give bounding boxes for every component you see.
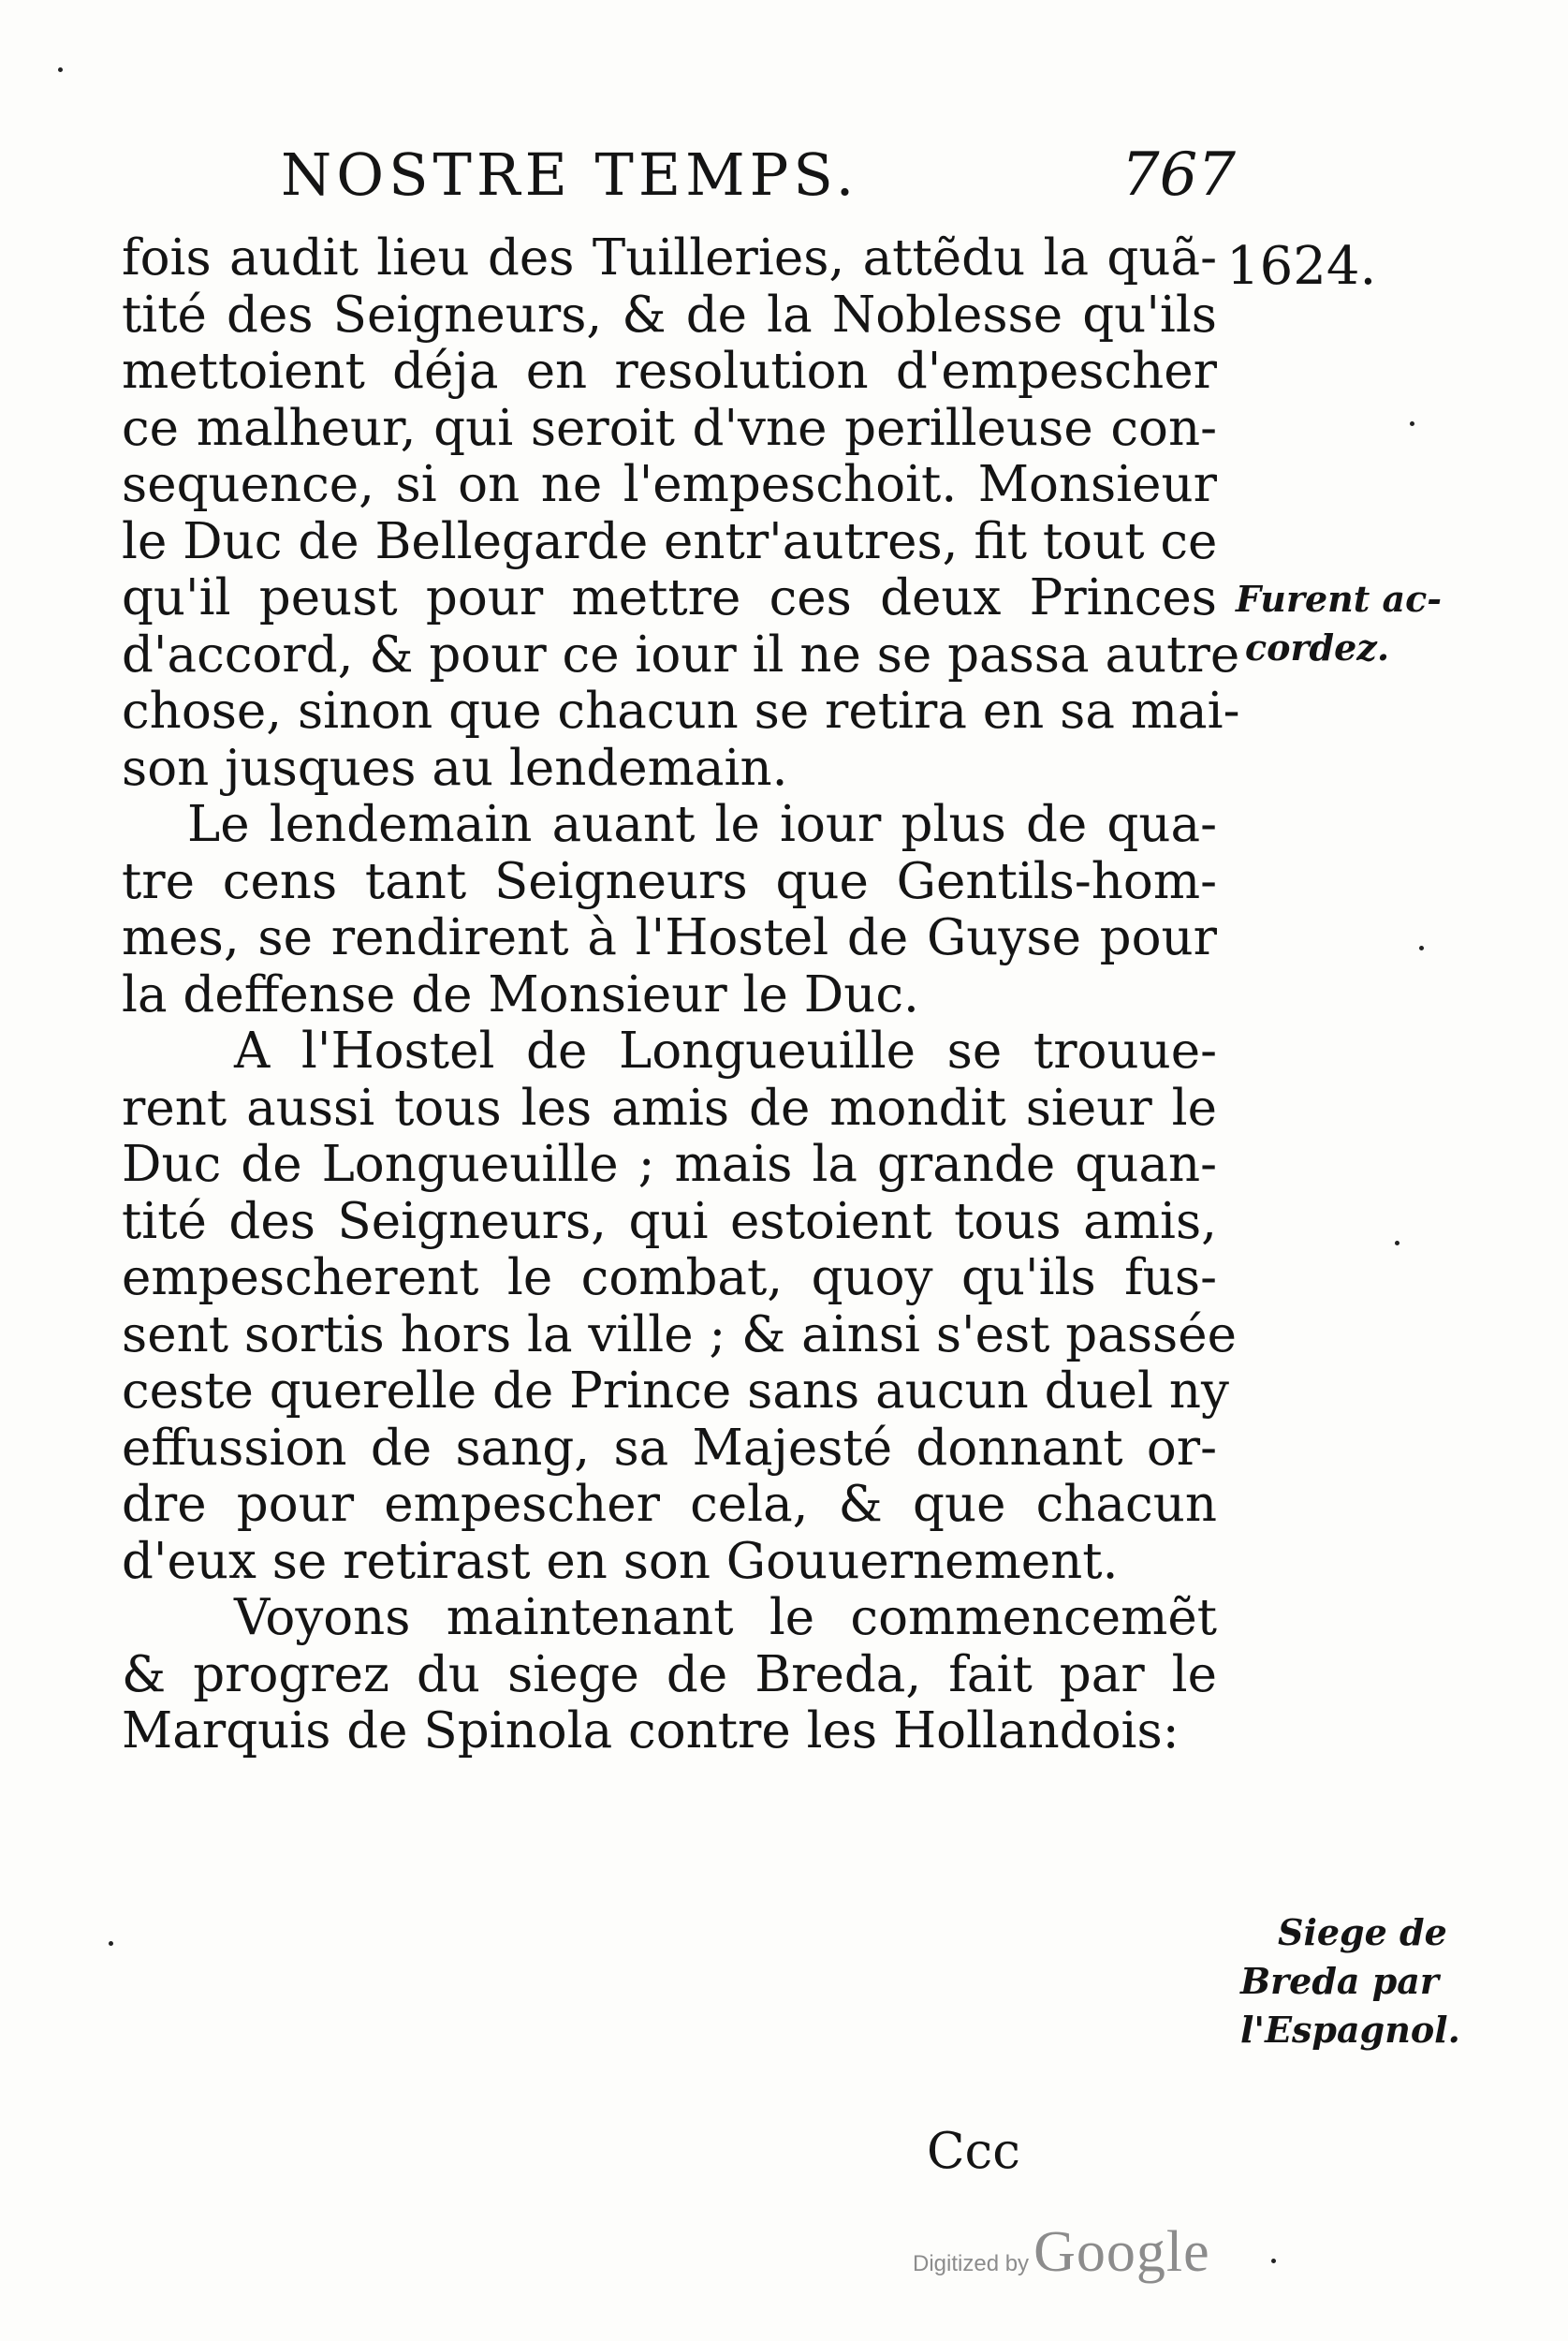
- paragraph-start-line: A l'Hostel de Longueuille se trouue-: [234, 1023, 1217, 1080]
- running-header: [281, 140, 1236, 215]
- scan-speck: [1419, 946, 1424, 950]
- text-line: ce malheur, qui seroit d'vne perilleuse con-: [122, 399, 1217, 457]
- body-text: [122, 229, 1240, 1760]
- watermark-prefix: Digitized by: [913, 2251, 1030, 2276]
- text-line: le Duc de Bellegarde entr'autres, fit tout ce: [122, 512, 1218, 570]
- page-number: 767: [1121, 140, 1236, 210]
- watermark-brand: Google: [1033, 2220, 1210, 2284]
- running-title: NOSTRE TEMPS.: [281, 140, 859, 209]
- digitization-watermark: [913, 2219, 1210, 2286]
- text-line: chose, sinon que chacun se retira en sa mai-: [122, 683, 1240, 740]
- text-line: sequence, si on ne l'empeschoit. Monsieur: [122, 456, 1217, 513]
- marginal-note-line: Siege de: [1278, 1911, 1447, 1953]
- scan-speck: [109, 1941, 113, 1946]
- text-line: fois audit lieu des Tuilleries, attẽdu la quã-: [122, 229, 1217, 287]
- text-line: mettoient déja en resolution d'empescher: [122, 343, 1217, 400]
- scan-speck: [58, 67, 63, 72]
- marginal-note-line: Furent ac-: [1236, 578, 1443, 620]
- text-line: & progrez du siege de Breda, fait par le: [122, 1645, 1217, 1703]
- text-line: ceste querelle de Prince sans aucun duel ny: [122, 1362, 1229, 1420]
- catchword: Ccc: [927, 2123, 1020, 2180]
- text-line: qu'il peust pour mettre ces deux Princes: [122, 569, 1217, 626]
- marginal-note-accord: [1236, 575, 1479, 672]
- text-line: d'accord, & pour ce iour il ne se passa autre: [122, 626, 1240, 684]
- text-line: tité des Seigneurs, qui estoient tous amis,: [122, 1192, 1217, 1250]
- text-line: rent aussi tous les amis de mondit sieur le: [122, 1079, 1217, 1137]
- text-line: Duc de Longueuille ; mais la grande quan-: [122, 1136, 1217, 1193]
- scan-speck: [1410, 421, 1414, 426]
- scan-speck: [1271, 2259, 1276, 2263]
- text-line: empescherent le combat, quoy qu'ils fus-: [122, 1249, 1217, 1306]
- marginal-note-siege: [1240, 1908, 1484, 2054]
- marginal-note-line: cordez.: [1245, 626, 1390, 669]
- text-line: effussion de sang, sa Majesté donnant or-: [122, 1419, 1217, 1477]
- scan-speck: [1395, 1241, 1399, 1245]
- text-line: tité des Seigneurs, & de la Noblesse qu'ils: [122, 286, 1217, 344]
- text-line: d'eux se retirast en son Gouuernement.: [122, 1532, 1119, 1590]
- text-line: dre pour empescher cela, & que chacun: [122, 1476, 1217, 1533]
- paragraph-start-line: Voyons maintenant le commencemẽt: [234, 1589, 1217, 1646]
- text-line: la deffense de Monsieur le Duc.: [122, 965, 919, 1023]
- marginal-note-line: Breda par: [1240, 1960, 1439, 2002]
- text-line: sent sortis hors la ville ; & ainsi s'est passée: [122, 1305, 1237, 1363]
- text-line: son jusques au lendemain.: [122, 739, 788, 797]
- paragraph-start-line: Le lendemain auant le iour plus de qua-: [187, 796, 1217, 853]
- marginal-note-line: l'Espagnol.: [1240, 2009, 1460, 2051]
- text-line: tre cens tant Seigneurs que Gentils-hom-: [122, 852, 1217, 910]
- text-line: mes, se rendirent à l'Hostel de Guyse pour: [122, 909, 1217, 966]
- text-line: Marquis de Spinola contre les Hollandois:: [122, 1702, 1180, 1759]
- margin-year: 1624.: [1226, 236, 1377, 297]
